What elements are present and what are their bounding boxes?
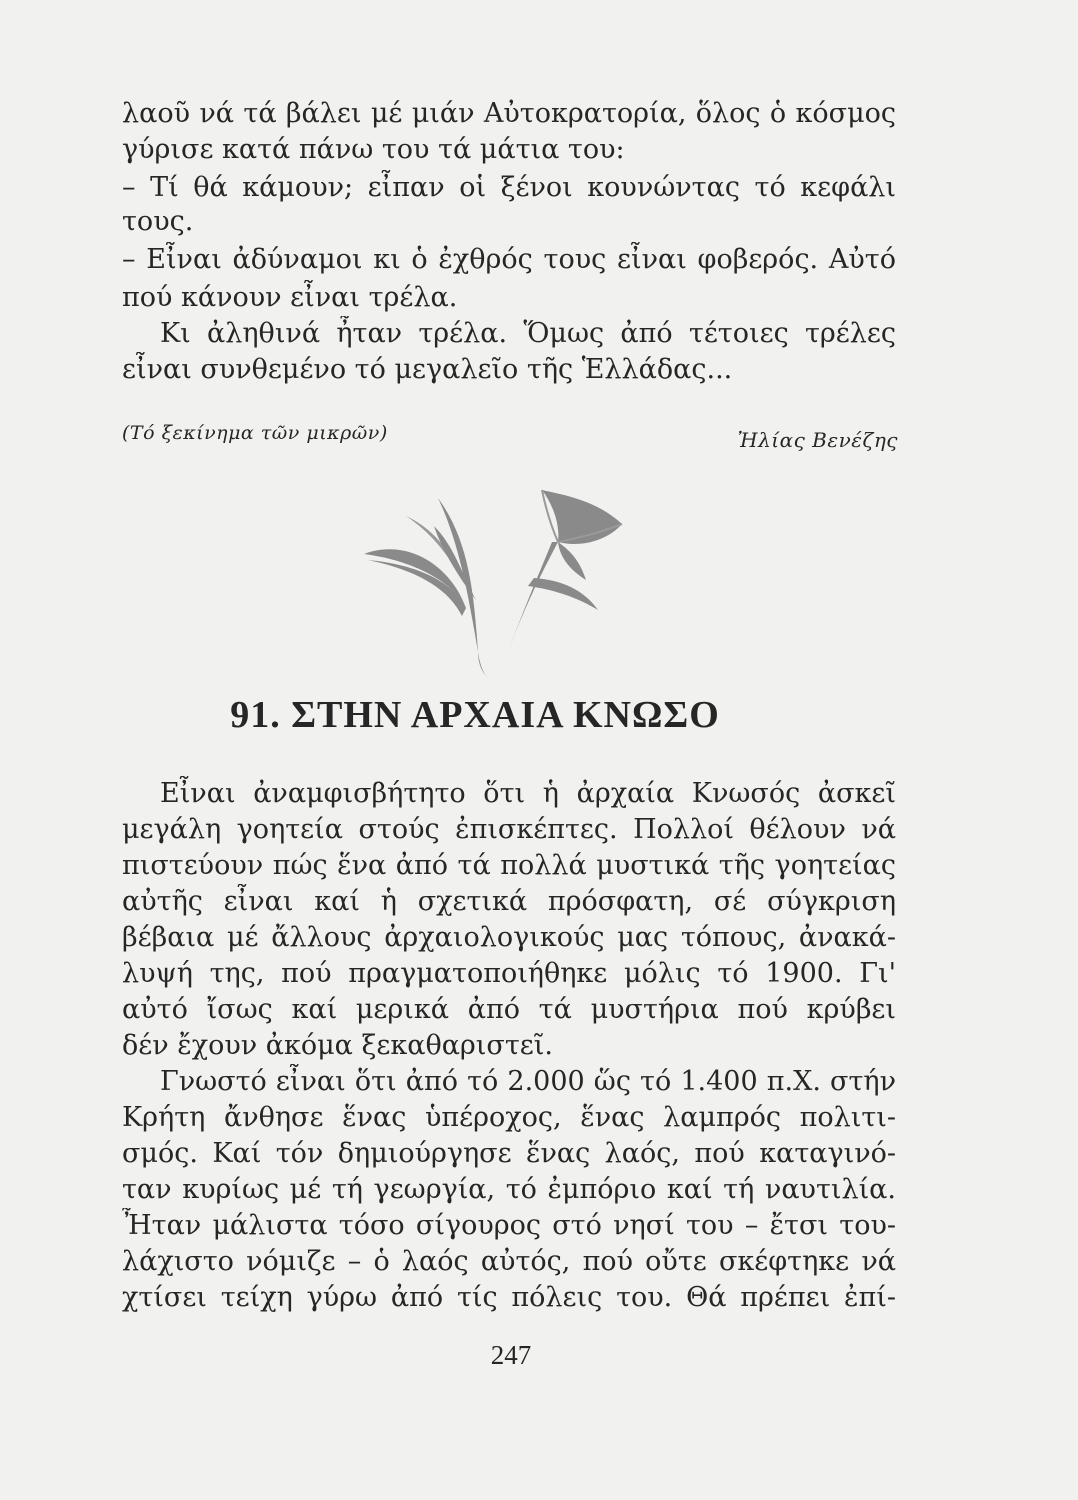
- text-line: δέν ἔχουν ἀκόμα ξεκαθαριστεῖ.: [122, 1030, 553, 1061]
- text-line: βέβαια μέ ἄλλους ἀρχαιολογικούς μας τόπους, ἀνακά-: [122, 922, 896, 953]
- text-line: χτίσει τείχη γύρω ἀπό τίς πόλεις του. Θά πρέπει ἐπί-: [122, 1282, 896, 1313]
- text-line: μεγάλη γοητεία στούς ἐπισκέπτες. Πολλοί θέλουν νά: [122, 814, 896, 845]
- text-line-indented: Γνωστό εἶναι ὅτι ἀπό τό 2.000 ὥς τό 1.400 π.Χ. στήν: [160, 1066, 896, 1097]
- text-line: αὐτό ἴσως καί μερικά ἀπό τά μυστήρια πού κρύβει: [122, 994, 896, 1025]
- page-number: 247: [490, 1340, 532, 1370]
- text-line: αὐτῆς εἶναι καί ἡ σχετικά πρόσφατη, σέ σύγκριση: [122, 886, 896, 917]
- chapter-title: 91. ΣΤΗΝ ΑΡΧΑΙΑ ΚΝΩΣΟ: [230, 694, 720, 736]
- text-line: Ἦταν μάλιστα τόσο σίγουρος στό νησί του – ἔτσι του-: [122, 1210, 896, 1241]
- text-line: λάχιστο νόμιζε – ὁ λαός αὐτός, πού οὔτε σκέφτηκε νά: [122, 1246, 896, 1277]
- text-line: λυψή της, πού πραγματοποιήθηκε μόλις τό 1900. Γι': [122, 958, 896, 989]
- text-line-indented: Κι ἀληθινά ἦταν τρέλα. Ὅμως ἀπό τέτοιες τρέλες: [160, 318, 896, 349]
- text-line: λαοῦ νά τά βάλει μέ μιάν Αὐτοκρατορία, ὅλος ὁ κόσμος: [122, 98, 896, 129]
- text-line-indented: Εἶναι ἀναμφισβήτητο ὅτι ἡ ἀρχαία Κνωσός ἀσκεῖ: [160, 778, 896, 809]
- source-citation: (Τό ξεκίνημα τῶν μικρῶν): [122, 422, 388, 444]
- text-line: ταν κυρίως μέ τή γεωργία, τό ἐμπόριο καί τή ναυτιλία.: [122, 1174, 896, 1205]
- text-line: εἶναι συνθεμένο τό μεγαλεῖο τῆς Ἑλλάδας...: [122, 354, 733, 385]
- text-line: – Τί θά κάμουν; εἶπαν οἱ ξένοι κουνώντας τό κεφάλι: [122, 172, 896, 203]
- text-line: τους.: [122, 206, 194, 237]
- text-line: Κρήτη ἄνθησε ἕνας ὑπέροχος, ἕνας λαμπρός πολιτι-: [122, 1102, 896, 1133]
- text-line: σμός. Καί τόν δημιούργησε ἕνας λαός, πού καταγινό-: [122, 1138, 896, 1169]
- text-line: γύρισε κατά πάνω του τά μάτια του:: [122, 134, 625, 165]
- text-line: – Εἶναι ἀδύναμοι κι ὁ ἐχθρός τους εἶναι φοβερός. Αὐτό: [122, 244, 896, 275]
- text-line: πιστεύουν πώς ἕνα ἀπό τά πολλά μυστικά τῆς γοητείας: [122, 850, 896, 881]
- lily-flower-ornament-icon: [346, 480, 646, 680]
- text-line: πού κάνουν εἶναι τρέλα.: [122, 282, 458, 313]
- author-name: Ἠλίας Βενέζης: [737, 428, 898, 452]
